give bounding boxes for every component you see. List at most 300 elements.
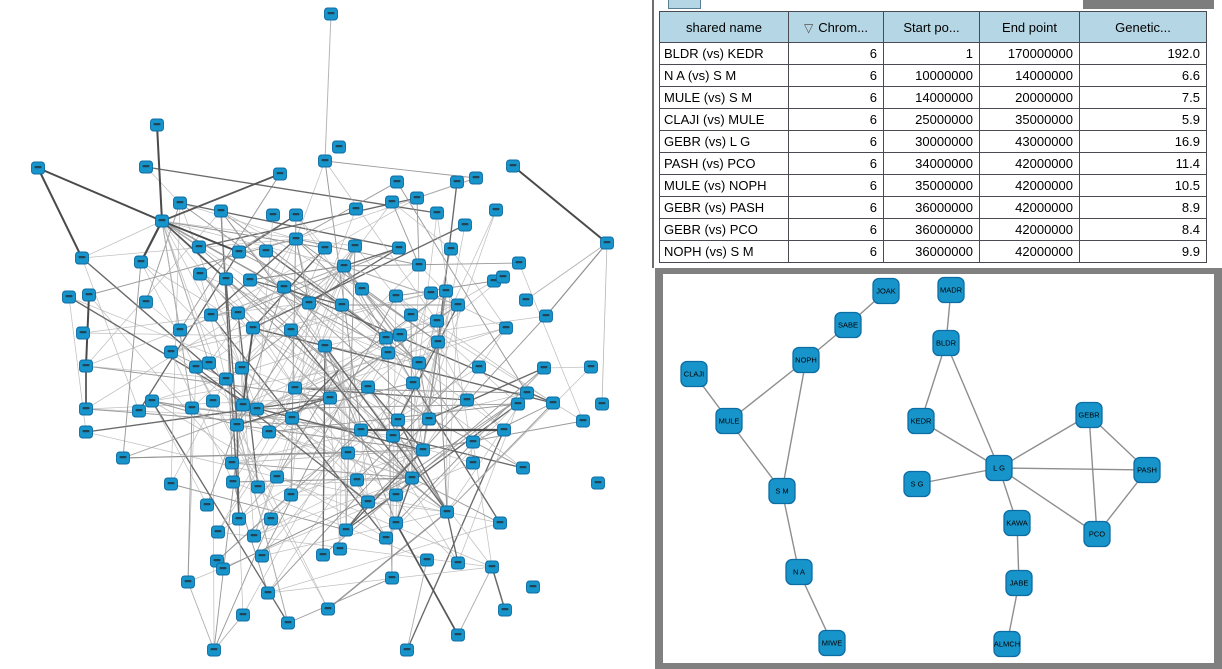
node-label: PASH bbox=[1137, 465, 1157, 475]
network-node-miwe[interactable] bbox=[819, 631, 845, 656]
network-node-s-m[interactable] bbox=[769, 479, 795, 504]
network-node[interactable] bbox=[201, 499, 214, 511]
node-label-smudge bbox=[204, 503, 211, 505]
network-node[interactable] bbox=[226, 457, 239, 469]
subnetwork-view[interactable] bbox=[663, 274, 1214, 663]
node-label-smudge bbox=[327, 396, 334, 398]
network-node-mule[interactable] bbox=[716, 409, 742, 434]
network-node-joak[interactable] bbox=[873, 279, 899, 304]
cell-value[interactable]: 6 bbox=[789, 43, 884, 65]
network-node[interactable] bbox=[236, 362, 249, 374]
network-node[interactable] bbox=[290, 233, 303, 245]
node-label-smudge bbox=[268, 517, 275, 519]
network-edge bbox=[268, 567, 492, 593]
cell-value[interactable]: 43000000 bbox=[980, 131, 1080, 153]
network-node[interactable] bbox=[392, 414, 405, 426]
node-label-smudge bbox=[336, 145, 343, 147]
network-node[interactable] bbox=[413, 357, 426, 369]
network-node[interactable] bbox=[285, 489, 298, 501]
table-row[interactable] bbox=[660, 197, 1207, 219]
node-label: S G bbox=[910, 479, 924, 489]
network-node[interactable] bbox=[423, 413, 436, 425]
node-label-smudge bbox=[599, 402, 606, 404]
cell-value[interactable]: 10.5 bbox=[1080, 175, 1207, 197]
node-label-smudge bbox=[394, 180, 401, 182]
node-label-smudge bbox=[277, 172, 284, 174]
node-label-smudge bbox=[503, 326, 510, 328]
cell-value[interactable]: 42000000 bbox=[980, 197, 1080, 219]
cell-value[interactable]: 25000000 bbox=[884, 109, 980, 131]
network-node[interactable] bbox=[351, 474, 364, 486]
network-node[interactable] bbox=[271, 471, 284, 483]
node-label: KAWA bbox=[1006, 518, 1028, 528]
network-node[interactable] bbox=[237, 399, 250, 411]
network-node[interactable] bbox=[325, 8, 338, 20]
network-edge bbox=[296, 182, 397, 239]
cell-value[interactable]: 8.4 bbox=[1080, 219, 1207, 241]
network-node-n-a[interactable] bbox=[786, 560, 812, 585]
node-label: CLAJI bbox=[683, 369, 705, 379]
network-node[interactable] bbox=[220, 373, 233, 385]
table-row[interactable] bbox=[660, 87, 1207, 109]
network-node[interactable] bbox=[342, 447, 355, 459]
network-node[interactable] bbox=[494, 517, 507, 529]
network-node[interactable] bbox=[186, 402, 199, 414]
cell-value[interactable]: 6 bbox=[789, 175, 884, 197]
network-node[interactable] bbox=[461, 394, 474, 406]
network-node[interactable] bbox=[387, 430, 400, 442]
edge-attribute-table[interactable] bbox=[659, 11, 1207, 263]
network-node-gebr[interactable] bbox=[1076, 403, 1102, 428]
network-node[interactable] bbox=[207, 395, 220, 407]
node-label: S M bbox=[775, 486, 789, 496]
column-header-start-po-[interactable]: Start po... bbox=[884, 12, 980, 43]
network-node[interactable] bbox=[140, 161, 153, 173]
node-label-smudge bbox=[265, 591, 272, 593]
network-node-pco[interactable] bbox=[1084, 522, 1110, 547]
cell-value[interactable]: 6 bbox=[789, 87, 884, 109]
network-node[interactable] bbox=[282, 617, 295, 629]
network-node[interactable] bbox=[445, 243, 458, 255]
cell-shared-name[interactable]: CLAJI (vs) MULE bbox=[660, 109, 789, 131]
cell-shared-name[interactable]: PASH (vs) PCO bbox=[660, 153, 789, 175]
network-node[interactable] bbox=[334, 543, 347, 555]
network-node[interactable] bbox=[451, 176, 464, 188]
node-label-smudge bbox=[462, 223, 469, 225]
cell-shared-name[interactable]: MULE (vs) NOPH bbox=[660, 175, 789, 197]
node-label-smudge bbox=[396, 246, 403, 248]
network-edge bbox=[782, 360, 806, 491]
table-row[interactable] bbox=[660, 109, 1207, 131]
network-node[interactable] bbox=[441, 506, 454, 518]
network-node[interactable] bbox=[417, 444, 430, 456]
network-node[interactable] bbox=[267, 209, 280, 221]
node-label-smudge bbox=[86, 293, 93, 295]
network-node[interactable] bbox=[452, 557, 465, 569]
network-node[interactable] bbox=[431, 315, 444, 327]
network-node[interactable] bbox=[194, 268, 207, 280]
network-node[interactable] bbox=[540, 310, 553, 322]
network-node[interactable] bbox=[486, 561, 499, 573]
network-node[interactable] bbox=[319, 242, 332, 254]
cell-value[interactable]: 36000000 bbox=[884, 197, 980, 219]
network-node[interactable] bbox=[498, 424, 511, 436]
network-node[interactable] bbox=[140, 296, 153, 308]
cell-shared-name[interactable]: GEBR (vs) PASH bbox=[660, 197, 789, 219]
cell-value[interactable]: 30000000 bbox=[884, 131, 980, 153]
network-node[interactable] bbox=[233, 513, 246, 525]
network-node[interactable] bbox=[83, 289, 96, 301]
node-label-smudge bbox=[353, 207, 360, 209]
node-label-smudge bbox=[404, 648, 411, 650]
network-node[interactable] bbox=[390, 489, 403, 501]
network-node[interactable] bbox=[135, 256, 148, 268]
network-node-almch[interactable] bbox=[994, 632, 1020, 657]
network-node[interactable] bbox=[156, 215, 169, 227]
network-node[interactable] bbox=[193, 241, 206, 253]
network-node[interactable] bbox=[425, 287, 438, 299]
node-label-smudge bbox=[293, 213, 300, 215]
network-node[interactable] bbox=[317, 549, 330, 561]
network-node[interactable] bbox=[319, 340, 332, 352]
node-label-smudge bbox=[208, 313, 215, 315]
cell-value[interactable]: 6 bbox=[789, 109, 884, 131]
network-node-l-g[interactable] bbox=[986, 456, 1012, 481]
cell-shared-name[interactable]: GEBR (vs) PCO bbox=[660, 219, 789, 241]
node-label: MULE bbox=[718, 416, 740, 426]
cell-value[interactable]: 11.4 bbox=[1080, 153, 1207, 175]
network-node[interactable] bbox=[585, 361, 598, 373]
cell-value[interactable]: 6 bbox=[789, 197, 884, 219]
cell-value[interactable]: 16.9 bbox=[1080, 131, 1207, 153]
network-node[interactable] bbox=[322, 603, 335, 615]
network-edge bbox=[325, 161, 476, 178]
network-node[interactable] bbox=[459, 219, 472, 231]
network-node[interactable] bbox=[333, 141, 346, 153]
network-node[interactable] bbox=[393, 242, 406, 254]
network-node[interactable] bbox=[63, 291, 76, 303]
network-edge bbox=[458, 567, 492, 635]
cell-value[interactable]: 36000000 bbox=[884, 241, 980, 263]
node-label-smudge bbox=[306, 301, 313, 303]
network-node[interactable] bbox=[527, 581, 540, 593]
node-label-smudge bbox=[193, 365, 200, 367]
node-label-smudge bbox=[493, 208, 500, 210]
network-node[interactable] bbox=[263, 426, 276, 438]
node-label-smudge bbox=[444, 510, 451, 512]
network-node[interactable] bbox=[182, 576, 195, 588]
cell-value[interactable]: 6 bbox=[789, 131, 884, 153]
network-node[interactable] bbox=[117, 452, 130, 464]
network-node[interactable] bbox=[319, 155, 332, 167]
node-label-smudge bbox=[408, 313, 415, 315]
network-node[interactable] bbox=[274, 168, 287, 180]
network-node[interactable] bbox=[251, 403, 264, 415]
network-node[interactable] bbox=[256, 550, 269, 562]
network-node[interactable] bbox=[390, 517, 403, 529]
network-node[interactable] bbox=[411, 192, 424, 204]
network-node[interactable] bbox=[133, 405, 146, 417]
network-edge bbox=[946, 343, 999, 468]
network-node[interactable] bbox=[390, 290, 403, 302]
network-node[interactable] bbox=[470, 172, 483, 184]
network-node[interactable] bbox=[452, 299, 465, 311]
subnetwork-canvas[interactable] bbox=[663, 274, 1214, 663]
network-node[interactable] bbox=[349, 240, 362, 252]
cell-value[interactable]: 6 bbox=[789, 65, 884, 87]
network-node[interactable] bbox=[413, 259, 426, 271]
cell-value[interactable]: 35000000 bbox=[980, 109, 1080, 131]
network-node[interactable] bbox=[380, 332, 393, 344]
network-node[interactable] bbox=[547, 397, 560, 409]
network-node-jabe[interactable] bbox=[1006, 571, 1032, 596]
network-node[interactable] bbox=[512, 398, 525, 410]
node-label-smudge bbox=[234, 423, 241, 425]
column-header-chrom-[interactable]: ▽ Chrom... bbox=[789, 12, 884, 43]
table-row[interactable] bbox=[660, 175, 1207, 197]
node-label-smudge bbox=[359, 287, 366, 289]
network-node[interactable] bbox=[473, 361, 486, 373]
node-label-smudge bbox=[455, 561, 462, 563]
network-node[interactable] bbox=[490, 204, 503, 216]
network-node[interactable] bbox=[577, 415, 590, 427]
cell-value[interactable]: 9.9 bbox=[1080, 241, 1207, 263]
cell-value[interactable]: 42000000 bbox=[980, 175, 1080, 197]
node-label-smudge bbox=[428, 291, 435, 293]
network-node[interactable] bbox=[596, 398, 609, 410]
network-node-sabe[interactable] bbox=[835, 313, 861, 338]
network-node[interactable] bbox=[151, 119, 164, 131]
node-label: ALMCH bbox=[993, 639, 1021, 649]
network-node[interactable] bbox=[247, 322, 260, 334]
cell-value[interactable]: 34000000 bbox=[884, 153, 980, 175]
network-node[interactable] bbox=[262, 587, 275, 599]
network-node[interactable] bbox=[382, 347, 395, 359]
cell-shared-name[interactable]: MULE (vs) S M bbox=[660, 87, 789, 109]
network-node[interactable] bbox=[407, 377, 420, 389]
column-header-end-point[interactable]: End point bbox=[980, 12, 1080, 43]
network-node[interactable] bbox=[232, 307, 245, 319]
filter-icon[interactable]: ▽ bbox=[803, 20, 814, 35]
network-node[interactable] bbox=[252, 481, 265, 493]
node-label-smudge bbox=[520, 466, 527, 468]
table-row[interactable] bbox=[660, 131, 1207, 153]
network-edge bbox=[544, 367, 591, 368]
network-node[interactable] bbox=[521, 387, 534, 399]
cell-value[interactable]: 7.5 bbox=[1080, 87, 1207, 109]
network-node[interactable] bbox=[401, 644, 414, 656]
network-node[interactable] bbox=[499, 604, 512, 616]
network-node[interactable] bbox=[32, 162, 45, 174]
node-label-smudge bbox=[281, 285, 288, 287]
network-node[interactable] bbox=[237, 609, 250, 621]
network-node[interactable] bbox=[146, 395, 159, 407]
network-node[interactable] bbox=[386, 196, 399, 208]
network-node[interactable] bbox=[80, 403, 93, 415]
network-node[interactable] bbox=[217, 563, 230, 575]
network-node[interactable] bbox=[538, 362, 551, 374]
network-node-noph[interactable] bbox=[793, 348, 819, 373]
table-row[interactable] bbox=[660, 153, 1207, 175]
network-node[interactable] bbox=[285, 324, 298, 336]
network-node[interactable] bbox=[77, 327, 90, 339]
network-node[interactable] bbox=[212, 526, 225, 538]
network-node[interactable] bbox=[80, 360, 93, 372]
network-node[interactable] bbox=[205, 309, 218, 321]
network-node[interactable] bbox=[517, 462, 530, 474]
cell-value[interactable]: 42000000 bbox=[980, 153, 1080, 175]
node-label-smudge bbox=[66, 295, 73, 297]
column-header-genetic-[interactable]: Genetic... bbox=[1080, 12, 1207, 43]
node-label: NOPH bbox=[795, 355, 817, 365]
network-node[interactable] bbox=[248, 530, 261, 542]
node-label-smudge bbox=[455, 633, 462, 635]
network-node[interactable] bbox=[265, 513, 278, 525]
network-node[interactable] bbox=[324, 392, 337, 404]
table-row[interactable] bbox=[660, 65, 1207, 87]
cell-shared-name[interactable]: N A (vs) S M bbox=[660, 65, 789, 87]
network-node[interactable] bbox=[289, 382, 302, 394]
cell-value[interactable]: 14000000 bbox=[884, 87, 980, 109]
network-node[interactable] bbox=[203, 357, 216, 369]
node-label-smudge bbox=[530, 585, 537, 587]
network-node[interactable] bbox=[220, 273, 233, 285]
network-node[interactable] bbox=[190, 361, 203, 373]
network-node[interactable] bbox=[452, 629, 465, 641]
network-node[interactable] bbox=[431, 207, 444, 219]
network-node[interactable] bbox=[174, 324, 187, 336]
node-label-smudge bbox=[393, 294, 400, 296]
network-node[interactable] bbox=[286, 412, 299, 424]
network-node-claji[interactable] bbox=[681, 362, 707, 387]
cell-value[interactable]: 6.6 bbox=[1080, 65, 1207, 87]
cell-value[interactable]: 20000000 bbox=[980, 87, 1080, 109]
network-node[interactable] bbox=[165, 478, 178, 490]
network-node[interactable] bbox=[406, 472, 419, 484]
network-node[interactable] bbox=[76, 252, 89, 264]
node-label: JABE bbox=[1009, 578, 1029, 588]
network-node[interactable] bbox=[513, 257, 526, 269]
network-node[interactable] bbox=[303, 297, 316, 309]
network-node-madr[interactable] bbox=[938, 278, 964, 303]
network-node[interactable] bbox=[520, 294, 533, 306]
cell-value[interactable]: 6 bbox=[789, 153, 884, 175]
network-node[interactable] bbox=[467, 457, 480, 469]
cell-value[interactable]: 14000000 bbox=[980, 65, 1080, 87]
network-node[interactable] bbox=[231, 419, 244, 431]
table-row[interactable] bbox=[660, 43, 1207, 65]
network-node-s-g[interactable] bbox=[904, 472, 930, 497]
cell-value[interactable]: 10000000 bbox=[884, 65, 980, 87]
network-node[interactable] bbox=[421, 554, 434, 566]
node-label-smudge bbox=[502, 608, 509, 610]
cell-shared-name[interactable]: NOPH (vs) S M bbox=[660, 241, 789, 263]
network-node[interactable] bbox=[165, 346, 178, 358]
cell-value[interactable]: 8.9 bbox=[1080, 197, 1207, 219]
network-node[interactable] bbox=[394, 329, 407, 341]
network-node[interactable] bbox=[440, 285, 453, 297]
column-header-shared-name[interactable]: shared name bbox=[660, 12, 789, 43]
node-label-smudge bbox=[235, 311, 242, 313]
cell-shared-name[interactable]: BLDR (vs) KEDR bbox=[660, 43, 789, 65]
cell-value[interactable]: 5.9 bbox=[1080, 109, 1207, 131]
network-node[interactable] bbox=[362, 381, 375, 393]
network-node-pash[interactable] bbox=[1134, 458, 1160, 483]
node-label-smudge bbox=[470, 461, 477, 463]
network-node[interactable] bbox=[362, 496, 375, 508]
network-node[interactable] bbox=[500, 322, 513, 334]
scrollbar-stub[interactable] bbox=[668, 0, 701, 9]
cell-value[interactable]: 6 bbox=[789, 219, 884, 241]
network-node[interactable] bbox=[405, 309, 418, 321]
network-node[interactable] bbox=[290, 209, 303, 221]
node-label-smudge bbox=[168, 350, 175, 352]
cell-value[interactable]: 170000000 bbox=[980, 43, 1080, 65]
node-label-smudge bbox=[395, 418, 402, 420]
network-node[interactable] bbox=[208, 644, 221, 656]
subnetwork-panel bbox=[655, 268, 1222, 669]
network-node[interactable] bbox=[227, 476, 240, 488]
network-node[interactable] bbox=[215, 205, 228, 217]
network-edge bbox=[188, 582, 214, 650]
node-label-smudge bbox=[588, 365, 595, 367]
network-node[interactable] bbox=[260, 245, 273, 257]
network-node[interactable] bbox=[601, 237, 614, 249]
network-node[interactable] bbox=[355, 424, 368, 436]
network-node[interactable] bbox=[432, 336, 445, 348]
network-node[interactable] bbox=[380, 532, 393, 544]
network-node[interactable] bbox=[386, 572, 399, 584]
network-node[interactable] bbox=[278, 281, 291, 293]
cell-value[interactable]: 42000000 bbox=[980, 219, 1080, 241]
network-node[interactable] bbox=[507, 160, 520, 172]
network-node[interactable] bbox=[338, 260, 351, 272]
node-label-smudge bbox=[149, 399, 156, 401]
table-row[interactable] bbox=[660, 241, 1207, 263]
network-node-kedr[interactable] bbox=[908, 409, 934, 434]
cell-value[interactable]: 192.0 bbox=[1080, 43, 1207, 65]
network-node[interactable] bbox=[497, 271, 510, 283]
network-node[interactable] bbox=[233, 246, 246, 258]
table-row[interactable] bbox=[660, 219, 1207, 241]
network-node-bldr[interactable] bbox=[933, 331, 959, 356]
node-label-smudge bbox=[168, 482, 175, 484]
node-label-smudge bbox=[177, 328, 184, 330]
network-node[interactable] bbox=[174, 197, 187, 209]
cell-value[interactable]: 35000000 bbox=[884, 175, 980, 197]
network-node[interactable] bbox=[336, 299, 349, 311]
network-node-kawa[interactable] bbox=[1004, 511, 1030, 536]
node-label-smudge bbox=[500, 275, 507, 277]
network-node[interactable] bbox=[356, 283, 369, 295]
node-label-smudge bbox=[595, 481, 602, 483]
cell-shared-name[interactable]: GEBR (vs) L G bbox=[660, 131, 789, 153]
cell-value[interactable]: 1 bbox=[884, 43, 980, 65]
network-node[interactable] bbox=[592, 477, 605, 489]
network-node[interactable] bbox=[244, 274, 257, 286]
node-label-smudge bbox=[443, 289, 450, 291]
network-node[interactable] bbox=[391, 176, 404, 188]
cell-value[interactable]: 36000000 bbox=[884, 219, 980, 241]
network-node[interactable] bbox=[467, 436, 480, 448]
node-label-smudge bbox=[197, 272, 204, 274]
network-node[interactable] bbox=[340, 524, 353, 536]
cell-value[interactable]: 6 bbox=[789, 241, 884, 263]
node-label-smudge bbox=[240, 403, 247, 405]
network-node[interactable] bbox=[350, 203, 363, 215]
network-node[interactable] bbox=[80, 426, 93, 438]
cell-value[interactable]: 42000000 bbox=[980, 241, 1080, 263]
